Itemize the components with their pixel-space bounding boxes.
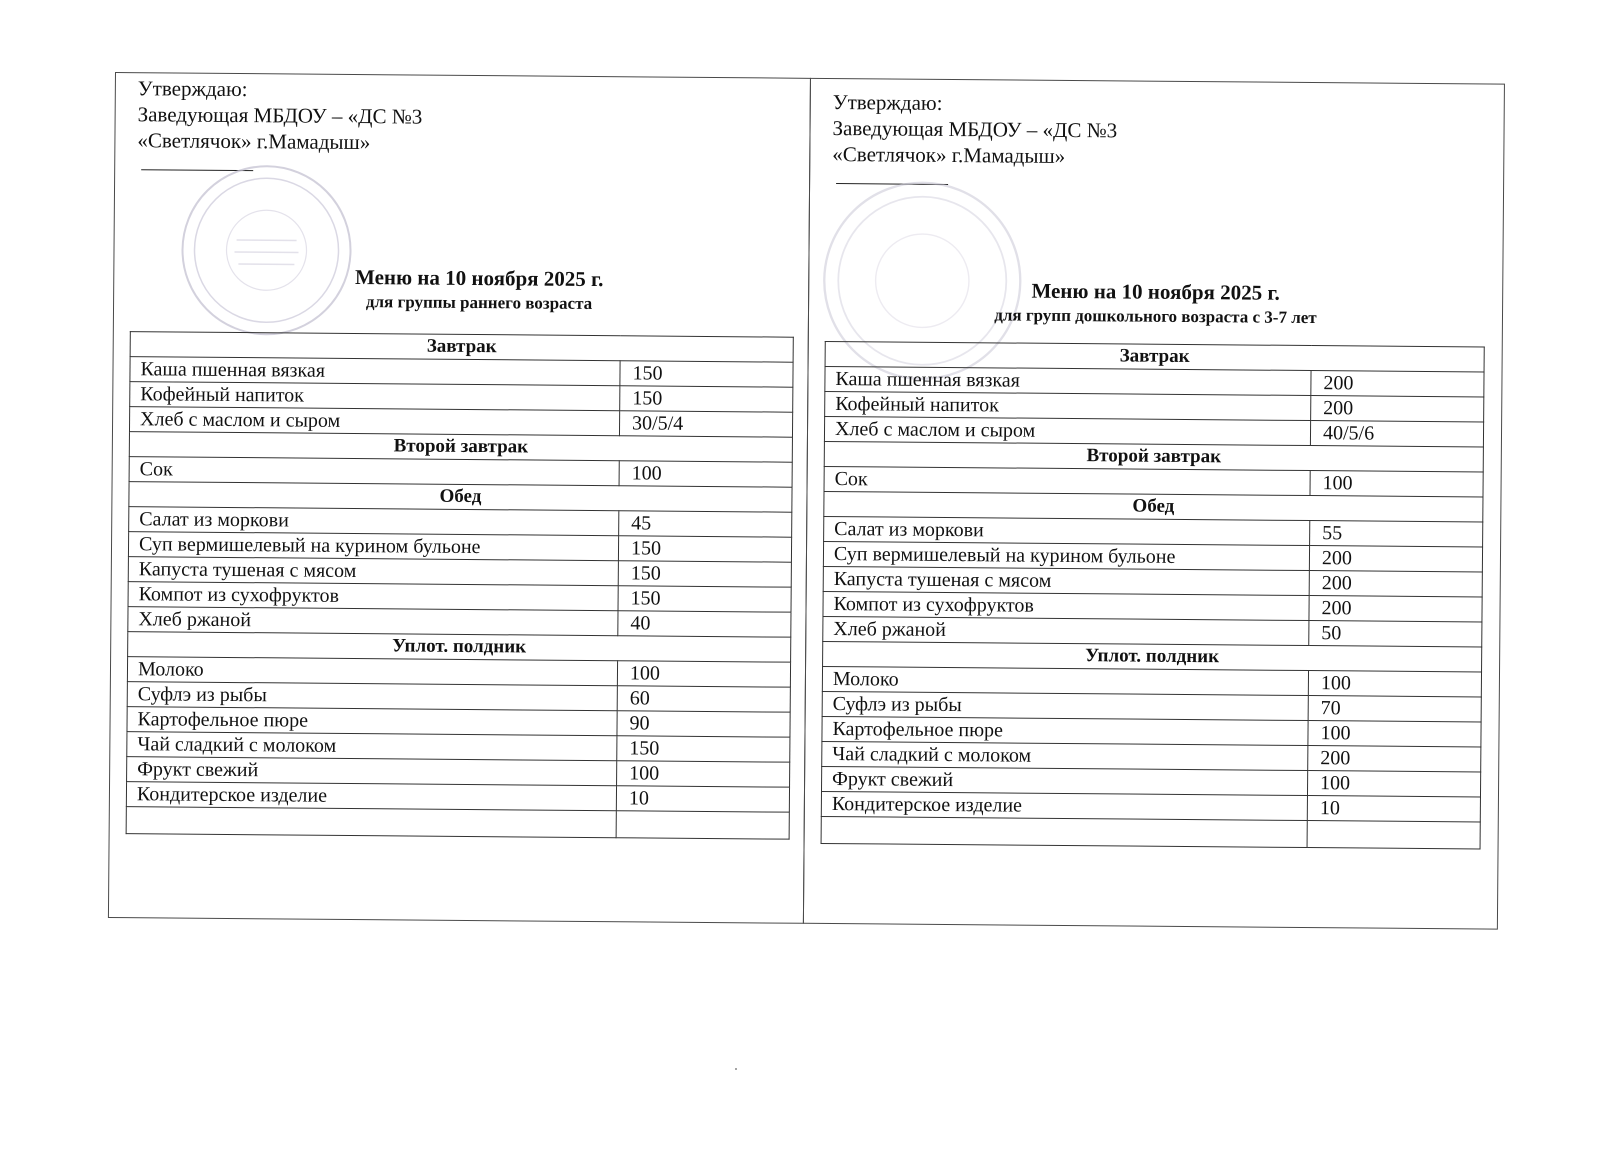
dish-name: Каша пшенная вязкая (825, 366, 1311, 395)
dish-quantity: 150 (620, 361, 793, 387)
dish-quantity: 100 (1310, 471, 1483, 497)
dish-name: Суфлэ из рыбы (127, 682, 617, 711)
dish-name: Каша пшенная вязкая (130, 357, 620, 386)
section-lunch: Обед (129, 482, 792, 513)
menu-title: Меню на 10 ноября 2025 г. (354, 265, 604, 292)
dish-quantity: 10 (616, 786, 789, 812)
dish-name: Хлеб ржаной (128, 607, 618, 636)
dish-quantity: 10 (1307, 796, 1480, 822)
dish-name: Хлеб с маслом и сыром (824, 416, 1310, 445)
dish-name: Хлеб с маслом и сыром (129, 407, 619, 436)
dish-name: Компот из сухофруктов (128, 582, 618, 611)
empty-cell (1307, 821, 1480, 849)
empty-row (126, 807, 789, 840)
section-breakfast: Завтрак (825, 341, 1484, 372)
dish-quantity: 60 (617, 686, 790, 712)
approval-position: Заведующая МБДОУ – «ДС №3 (137, 102, 423, 129)
dish-quantity: 100 (1308, 721, 1481, 747)
dish-quantity: 200 (1311, 371, 1484, 397)
dish-quantity: 90 (617, 711, 790, 737)
dish-quantity: 40/5/6 (1310, 421, 1483, 447)
scan-speck (735, 1068, 737, 1070)
dish-quantity: 55 (1310, 521, 1483, 547)
empty-cell (616, 811, 789, 839)
menu-title-block (114, 261, 808, 317)
dish-name: Кофейный напиток (130, 382, 620, 411)
dish-name: Суп вермишелевый на курином бульоне (823, 541, 1309, 570)
dish-quantity: 100 (1307, 771, 1480, 797)
dish-name: Кондитерское изделие (821, 791, 1307, 820)
dish-name: Сок (129, 457, 619, 486)
menu-table (126, 331, 794, 840)
dish-name: Суфлэ из рыбы (822, 691, 1308, 720)
dish-quantity: 150 (618, 586, 791, 612)
dish-name: Суп вермишелевый на курином бульоне (128, 532, 618, 561)
dish-quantity: 70 (1308, 696, 1481, 722)
approval-block (832, 89, 1117, 169)
menu-panel-preschool (803, 78, 1505, 930)
dish-name: Фрукт свежий (127, 757, 617, 786)
dish-name: Сок (824, 466, 1310, 495)
dish-quantity: 100 (617, 761, 790, 787)
dish-name: Кофейный напиток (825, 391, 1311, 420)
section-lunch: Обед (824, 491, 1483, 522)
section-second-breakfast: Второй завтрак (824, 441, 1483, 472)
dish-name: Картофельное пюре (127, 707, 617, 736)
dish-name: Фрукт свежий (821, 766, 1307, 795)
dish-quantity: 50 (1309, 621, 1482, 647)
dish-quantity: 100 (617, 661, 790, 687)
dish-name: Картофельное пюре (822, 716, 1308, 745)
dish-name: Молоко (127, 657, 617, 686)
dish-quantity: 200 (1309, 596, 1482, 622)
empty-cell (126, 807, 616, 838)
menu-title-block (809, 275, 1502, 331)
menu-table (821, 341, 1485, 850)
dish-name: Капуста тушеная с мясом (128, 557, 618, 586)
dish-name: Чай сладкий с молоком (127, 732, 617, 761)
dish-name: Чай сладкий с молоком (822, 741, 1308, 770)
dish-name: Молоко (822, 666, 1308, 695)
dish-quantity: 40 (618, 611, 791, 637)
dish-name: Салат из моркови (824, 516, 1310, 545)
official-stamp (176, 160, 358, 342)
menu-title: Меню на 10 ноября 2025 г. (1031, 278, 1280, 305)
section-afternoon-snack: Уплот. полдник (128, 632, 791, 663)
approval-institution: «Светлячок» г.Мамадыш» (832, 142, 1066, 168)
section-breakfast: Завтрак (130, 332, 793, 363)
menu-panel-early-age (108, 72, 811, 924)
menu-subtitle: для группы раннего возраста (365, 292, 593, 314)
dish-name: Кондитерское изделие (126, 782, 616, 811)
dish-quantity: 150 (618, 561, 791, 587)
dish-name: Салат из моркови (129, 507, 619, 536)
dish-quantity: 200 (1309, 571, 1482, 597)
approval-position: Заведующая МБДОУ – «ДС №3 (832, 116, 1118, 143)
approval-label: Утверждаю: (832, 90, 943, 115)
dish-quantity: 200 (1309, 546, 1482, 572)
section-afternoon-snack: Уплот. полдник (823, 641, 1482, 672)
dish-name: Капуста тушеная с мясом (823, 566, 1309, 595)
approval-label: Утверждаю: (137, 76, 248, 102)
dish-name: Компот из сухофруктов (823, 591, 1309, 620)
empty-row (821, 816, 1480, 849)
dish-quantity: 150 (617, 736, 790, 762)
approval-institution: «Светлячок» г.Мамадыш» (137, 128, 371, 155)
empty-cell (821, 816, 1307, 847)
dish-name: Хлеб ржаной (823, 616, 1309, 645)
dish-quantity: 150 (620, 386, 793, 412)
dish-quantity: 30/5/4 (619, 411, 792, 437)
dish-quantity: 200 (1311, 396, 1484, 422)
menu-subtitle: для групп дошкольного возраста с 3-7 лет (994, 305, 1317, 328)
approval-block (137, 75, 422, 155)
dish-quantity: 100 (1308, 671, 1481, 697)
section-second-breakfast: Второй завтрак (129, 432, 792, 463)
dish-quantity: 100 (619, 461, 792, 487)
dish-quantity: 150 (618, 536, 791, 562)
dish-quantity: 200 (1308, 746, 1481, 772)
dish-quantity: 45 (619, 511, 792, 537)
scanned-menu-sheet (108, 72, 1505, 930)
